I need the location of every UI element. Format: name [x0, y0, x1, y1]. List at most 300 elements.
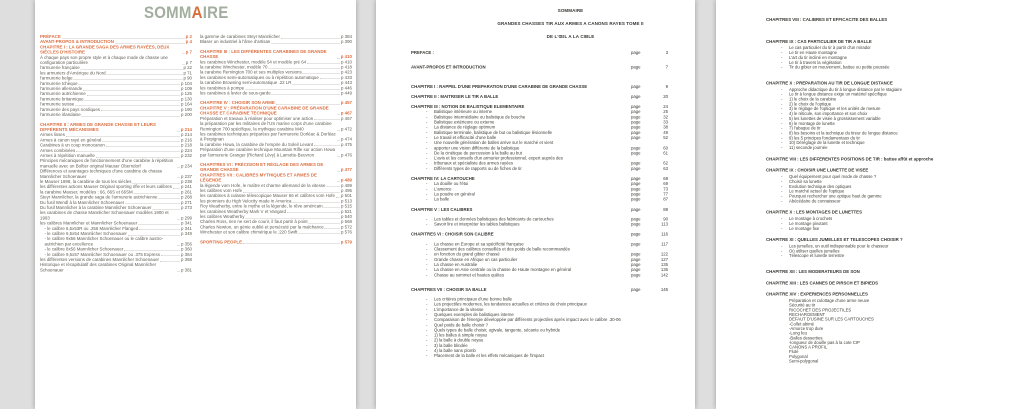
page-word: page: [631, 272, 641, 278]
toc-heading-label: CHAPITRE I : LA GRANDE SAGA DES ARMES RAYÉES, DEUX SIÈCLES D'HISTOIRE: [40, 44, 170, 55]
dotted-leader: [177, 245, 180, 246]
toc-item-row: [766, 226, 1024, 231]
page-number: p 22: [183, 65, 192, 71]
toc-item-row: [766, 199, 1024, 204]
toc-item-label: La distance de réglage optimum: [434, 124, 496, 130]
toc-item-label: 2) le choix de l'optique: [789, 101, 832, 107]
page-number: p 2: [185, 34, 192, 39]
toc-item-label: 8) les besoins et la technique du tireur de longue distance: [789, 130, 898, 136]
page-number: p 268: [180, 194, 192, 200]
dotted-leader: [115, 43, 185, 44]
toc-item-label: les pionniers du High Velocity made in America: [200, 198, 292, 204]
page-number: 135: [660, 261, 668, 267]
toc-item-label: La balle: [434, 196, 450, 202]
toc-heading-label: CHAPITRE III : LES DIFFÉRENTES CARABINES DE GRANDE CHASSE: [200, 48, 327, 60]
dotted-leader: [281, 37, 340, 38]
page-number: p 214: [180, 132, 192, 138]
toc-item-label: Le travail et efficacité d'une balle: [434, 134, 497, 140]
dotted-leader: [177, 271, 180, 272]
toc-item-label: les carabines de chasse Mannlicher Schoenauer modèles 1900 et 1903: [40, 210, 169, 221]
page-word: page: [631, 256, 641, 262]
toc-item-label: -Collet abimé: [789, 321, 815, 327]
toc-item-label: Carabines à un coup monocanon: [40, 142, 105, 148]
toc-item-label: 11) seconde journée: [789, 145, 828, 151]
page-number: 145: [660, 286, 668, 292]
toc-heading-label: CHAPITRES VI : PRÉCISION ET RÉGLAGE DES ARMES DE GRANDE CHASSE: [200, 161, 324, 173]
dotted-leader: [75, 105, 180, 106]
logo-text-before: SOMM: [144, 4, 192, 22]
toc-item-label: Chasse au sommet et hautes quêtes: [434, 272, 504, 278]
page-number: p 238: [180, 178, 192, 184]
vertical-spacer: [411, 277, 695, 282]
page-number: p 410: [340, 59, 352, 65]
toc-item-label: la carabine Remington 700 et ses multiples versions: [200, 69, 302, 75]
toc-item-label: Tir du gibier en mouvement, battue ou petite poussée: [789, 64, 890, 70]
toc-item-label: La chasse en Asie centrale ou la chasse de Haute montagne en général: [434, 267, 572, 273]
toc-item-row: [40, 112, 192, 117]
dotted-leader: [271, 43, 340, 44]
toc-heading-label: CHAPITRE IV : CHOISIR SON ARME: [200, 100, 275, 106]
page-word: page: [631, 119, 641, 125]
dotted-leader: [337, 114, 340, 115]
toc-item-label: 7) l'abaque de tir: [789, 125, 821, 131]
toc-item-label: la carabine Mauser, modèles : 66, 66S et 66SM: [40, 189, 133, 195]
dotted-leader: [326, 186, 340, 187]
toc-item-label: DEFAUT D'USINE SUR LES CARTOUCHES: [789, 316, 874, 322]
toc-item-label: Les tables et données balistiques des fabricants de cartouches: [434, 216, 554, 222]
page-number: 32: [663, 114, 668, 120]
page-number: p 90: [183, 75, 192, 81]
page-number: p 214: [180, 126, 192, 132]
page-word: page: [631, 241, 641, 247]
page-number: p 449: [340, 90, 352, 96]
page-number: 24: [663, 104, 668, 110]
dotted-leader: [177, 130, 180, 131]
vertical-spacer: [766, 70, 1024, 75]
chapter-row: [411, 232, 695, 237]
toc-item-label: Télescope et lunette terrestre: [789, 253, 845, 259]
chapter-row: [411, 65, 695, 70]
page-number: p 190: [180, 106, 192, 112]
logo-text-after: IRE: [202, 4, 229, 22]
dotted-leader: [102, 141, 180, 142]
toc-item-label: 6) le montage de lunette: [789, 120, 835, 126]
toc-heading-row: [200, 162, 352, 172]
dotted-leader: [314, 145, 340, 146]
page-word: page: [631, 286, 641, 292]
toc-item-label: De la cinétique de percussion à la balle au but: [434, 150, 522, 156]
page-number: p 349: [180, 231, 192, 237]
page-reference: [631, 50, 668, 55]
toc-item-label: Balistique terminale, balistique de but ou balistique lésionnelle: [434, 129, 553, 135]
page-word: page: [631, 150, 641, 156]
page-number: 62: [663, 160, 668, 166]
toc-item-label: 3) le réglage de l'optique et les unités de mesure: [789, 106, 881, 112]
dotted-leader: [298, 233, 340, 234]
page-word: page: [631, 196, 641, 202]
page-number: 116: [661, 231, 668, 237]
toc-item-label: Armes à canon rayé en général: [40, 137, 102, 143]
page-number: p 475: [340, 141, 352, 147]
toc-item-label: 1) les balles à simple noyau: [434, 332, 488, 338]
chapter-label: CHAPITRE XII : LES MODERATEURS DE SON: [766, 269, 860, 275]
toc-column-right: [200, 34, 352, 273]
toc-heading-row: [200, 239, 352, 244]
dotted-leader: [337, 181, 340, 182]
toc-item-label: 4) le réticule, son importance et son choix: [789, 111, 868, 117]
page-number: p 495: [340, 187, 352, 193]
toc-item-label: la carabine Browning semi-automatique .22 LR: [200, 80, 292, 86]
page-word: page: [631, 206, 641, 212]
chapter-label: CHAPITRE IX : CAS PARTICULIER DE TIR A BALLE: [766, 38, 872, 44]
dotted-leader: [82, 115, 180, 116]
page-reference: [631, 232, 668, 237]
page-number: 122: [660, 251, 668, 257]
toc-item-label: les calibres vom Hofe: [200, 187, 243, 193]
dotted-leader: [272, 94, 340, 95]
toc-item-label: Semi-polygonal: [789, 358, 819, 364]
page-number: p 237: [180, 173, 192, 179]
toc-item-label: Quel équipement pour quel mode de chasse ?: [789, 174, 877, 180]
toc-item-label: La douille ou l'étui: [434, 181, 469, 187]
dotted-leader: [337, 130, 340, 131]
toc-item-label: le Mauser 1898, la carabine de tous les siècles: [40, 178, 132, 184]
page-word: page: [631, 191, 641, 197]
dotted-leader: [79, 84, 180, 85]
toc-item-label: Quelques exemples de balistiques interne: [434, 311, 514, 317]
toc-item-label: les carabines à levier de sous-garde: [200, 90, 271, 96]
dotted-leader: [62, 37, 185, 38]
page-number: p 467: [340, 115, 352, 121]
page-number: 25: [663, 109, 668, 115]
toc-item-row: [40, 158, 192, 168]
toc-item-label: Steyr Mannlicher, la grande saga de l'armurerie autrichienne: [40, 194, 158, 200]
dotted-leader: [292, 202, 340, 203]
toc-item-label: les calibres Mannlicher et Mannlicher Schoenauer: [40, 220, 138, 226]
page-number: p 513: [340, 198, 352, 204]
chapter-label: PREFACE :: [411, 50, 434, 55]
page-reference: [631, 94, 668, 99]
toc-page-middle: [376, 0, 695, 409]
chapter-label: CHAPITRE XIV : EXPERIENCES PERSONNELLES: [766, 291, 868, 297]
dotted-leader: [128, 234, 180, 235]
toc-item-row: [200, 39, 352, 44]
toc-item-label: - le calibre 6,5x53R ou .256 Mannlicher Flanged: [44, 225, 139, 231]
toc-heading-label: PRÉFACE: [40, 34, 61, 39]
page-word: page: [631, 165, 641, 171]
vertical-spacer: [411, 55, 695, 60]
toc-item-label: Fluté: [789, 349, 799, 355]
page-number: p 467: [340, 110, 352, 116]
page-number: 49: [663, 129, 668, 135]
toc-item-label: Les projectiles modernes, les tendances actuelles et critères de choix principaux: [434, 301, 587, 307]
toc-item-label: Une nouvelle génération de balles arrive sur le marché et vient: [434, 140, 554, 146]
page-number: p 216: [180, 137, 192, 143]
toc-item-row: [200, 147, 352, 157]
toc-item-label: CANONS A PROFIL: [789, 344, 828, 350]
toc-item-label: 2) la balle à double noyau: [434, 337, 484, 343]
toc-item-label: Choisir sa lunette: [789, 178, 822, 184]
toc-item-label: Le tir à longue distance exige un matériel spécifique: [789, 91, 887, 97]
toc-item-label: Le montage à crochets: [789, 216, 833, 222]
dotted-leader: [337, 57, 340, 58]
toc-item-label: Du fusil Wendl à la Mannlicher Schoenauer: [40, 199, 125, 205]
page-word: page: [631, 216, 641, 222]
toc-item-label: Abécédaire du connaisseur: [789, 198, 841, 204]
toc-item-label: Quels types de balle choisir, ogivale, tangente, sécante ou hybride: [434, 327, 561, 333]
toc-heading-row: [200, 172, 352, 182]
page-number: p 423: [340, 69, 352, 75]
page-number: 7: [665, 64, 668, 70]
chapter-row: [766, 157, 1024, 162]
toc-item-label: Pourquoi rechercher une optique haut de gamme: [789, 193, 882, 199]
page-number: 142: [660, 272, 668, 278]
page-word: page: [631, 109, 641, 115]
toc-heading-row: [40, 122, 192, 132]
toc-item-label: l'armurerie irlandaise: [40, 112, 81, 118]
toc-item-label: Charles Newton, un génie oublié et persécuté par la malchance: [200, 224, 324, 230]
page-number: p 364: [180, 251, 192, 257]
chapter-row: [766, 18, 1024, 23]
dotted-leader: [177, 219, 180, 220]
chapter-label: CHAPITRE X : LES MONTAGES DE LUNETTES: [766, 209, 862, 215]
toc-heading-label: CHAPITRES VII : CALIBRES MYTHIQUES ET ARMES DE LÉGENDE: [200, 172, 317, 183]
toc-item-label: la carabine Winchester, modèle 70: [200, 64, 268, 70]
dotted-leader: [243, 191, 340, 192]
chapter-label: CHAPITRES VI : CHOISIR SON CALIBRE: [411, 231, 494, 237]
dotted-leader: [337, 140, 340, 141]
page-number: p 360: [180, 246, 192, 252]
toc-item-label: Différents types de rapports ou de fiches de tir: [434, 165, 522, 171]
toc-item-label: 9) les 5 principes fondamentaux du tir: [789, 135, 860, 141]
page-number: p 568: [340, 219, 352, 225]
page-word: page: [631, 124, 641, 130]
toc-heading-label: CHAPITRE V : PRÉPARATION D'UNE CARABINE DE GRANDE CHASSE ET CARABINE TECHNIQUE: [200, 105, 329, 116]
page-word: page: [631, 129, 641, 135]
dotted-leader: [276, 104, 340, 105]
toc-item-label: l'armurerie belge: [40, 75, 73, 81]
dotted-leader: [182, 53, 185, 54]
toc-item-label: les différentes actions Mauser Original sporting rifle et leurs calibres: [40, 184, 172, 190]
page-reference: [631, 65, 668, 70]
chapter-label: CHAPITRE X : PREPARATION AU TIR DE LONGUE DISTANCE: [766, 80, 893, 86]
logo-accent-letter: A: [191, 4, 203, 22]
page-word: page: [631, 134, 641, 140]
page-number: 90: [663, 216, 668, 222]
toc-item-label: 5) les lunettes de visée à grossissement variable: [789, 115, 881, 121]
page-number: p 489: [340, 182, 352, 188]
dotted-leader: [138, 224, 180, 225]
toc-item-label: -Amorce trop dure: [789, 325, 824, 331]
page-number: 68: [663, 176, 668, 182]
page-number: p 446: [340, 85, 352, 91]
toc-item-label: les calibres Weatherby: [200, 214, 245, 219]
chapter-label: CHAPITRES VIII : CALIBRES ET EFFICACITE DES BALLES: [766, 17, 888, 22]
dotted-leader: [287, 212, 340, 213]
toc-item-label: Charles Ross, rien ne sert de courir, il faut partir à point: [200, 219, 308, 225]
page-word: page: [631, 64, 641, 70]
chapter-row: [766, 281, 1024, 286]
toc-item-label: Winchester et son calibre chimérique le .220 Swift: [200, 229, 298, 235]
page-word: page: [631, 160, 641, 166]
toc-item-label: les carabines semi-automatiques ou à répétition automatique: [200, 74, 319, 80]
dotted-leader: [268, 68, 340, 69]
dotted-leader: [107, 74, 183, 75]
toc-item-label: tribunaux et spécialiste des armes rayées: [434, 160, 514, 166]
dotted-leader: [243, 243, 340, 244]
chapter-row: [766, 168, 1024, 173]
toc-item-row: [766, 146, 1024, 151]
dotted-leader: [307, 63, 340, 64]
toc-item-label: -Long feu: [789, 330, 807, 336]
dotted-leader: [106, 146, 180, 147]
toc-item-label: la carabine Howa, la carabine de l'empire du Soleil Levant: [200, 141, 314, 147]
dotted-leader: [320, 78, 340, 79]
toc-item-label: Différences et avantages techniques d'une carabine de chasse Mannlicher Schoenauer: [40, 168, 163, 179]
toc-item-label: Du fusil Mannlicher à la carabine Mannlicher Schoenauer: [40, 205, 152, 210]
page-number: 38: [663, 124, 668, 130]
toc-item-label: les différentes versions de carabines Mannlicher Schoenauer: [40, 257, 159, 263]
toc-item-label: Principes mécaniques de fonctionnement d'une carabine à répétition manuelle avec un Boîtier original Mauser Oberndorf: [40, 158, 174, 169]
dotted-leader: [96, 156, 180, 157]
toc-item-label: Préparation et travaux à réaliser pour optimiser une action: [200, 115, 314, 121]
dotted-leader: [85, 100, 180, 101]
toc-item-label: l'armurerie allemande: [40, 86, 83, 92]
page-reference: [631, 197, 668, 202]
page-number: p 515: [340, 203, 352, 209]
page-word: page: [631, 231, 641, 237]
toc-item-row: [200, 121, 352, 131]
toc-item-label: les carabines à pompe: [200, 85, 245, 91]
toc-columns: [40, 34, 356, 273]
page-number: 73: [663, 186, 668, 192]
toc-item-label: l'armurerie des pays nordiques: [40, 106, 101, 112]
page-number: p 572: [340, 224, 352, 230]
page-number: 60: [663, 145, 668, 151]
toc-item-label: La chasse en Europe et sa spécificité française: [434, 241, 524, 247]
page-word: page: [631, 261, 641, 267]
page-number: p 433: [340, 74, 352, 80]
dotted-leader: [66, 135, 180, 136]
dotted-leader: [158, 198, 180, 199]
page-word: page: [631, 251, 641, 257]
dotted-leader: [309, 223, 340, 224]
vertical-spacer: [766, 28, 1024, 33]
toc-item-label: Le cas particulier du tir à partir d'un mirador: [789, 45, 871, 51]
toc-item-label: Quel poids de balle choisir ?: [434, 322, 488, 328]
page-reference: [631, 166, 668, 171]
toc-item-label: l'armurerie tchèque: [40, 80, 78, 86]
dotted-leader: [152, 208, 180, 209]
page-number: 117: [661, 241, 668, 247]
page-word: page: [631, 267, 641, 273]
page-number: 77: [663, 191, 668, 197]
toc-item-label: Blaser un industriel à l'âme d'artisan: [200, 39, 271, 45]
toc-heading-label: SPORTING PEOPLE: [200, 239, 243, 245]
toc-heading-label: CHAPITRE II : ARMES DE GRANDE CHASSE ET LEURS DIFFÉRENTS MÉCANISMES: [40, 121, 156, 132]
chapter-label: CHAPITRE XIII : LES CANNES DE PIRSCH ET BIPIEDS: [766, 280, 878, 286]
toc-item-label: La chasse en Australie: [434, 261, 478, 267]
page-number: p 218: [180, 142, 192, 148]
page-number: p 457: [340, 100, 352, 106]
page-word: page: [631, 176, 641, 182]
chapter-label: CHAPITRE VIII : LES DIFFERENTES POSITIONS DE TIR : battue affût et approche: [766, 156, 934, 162]
page-number: p 234: [180, 163, 192, 169]
chapter-label: CHAPITRE V : LES CALIBRES: [411, 206, 473, 212]
toc-item-row: [766, 254, 1024, 259]
chapter-label: CHAPITRE XI : QUELLES JUMELLES ET TELESCOPES CHOISIR ?: [766, 237, 903, 243]
page-number: p 443: [340, 80, 352, 86]
page-number: 63: [663, 165, 668, 171]
dotted-leader: [173, 187, 180, 188]
toc-item-row: [40, 169, 192, 179]
toc-item-label: Le tir en Haute montagne: [789, 50, 837, 56]
page-word: page: [631, 50, 641, 55]
toc-item-row: [411, 197, 695, 202]
chapter-row: [766, 270, 1024, 275]
page-number: p 125: [180, 91, 192, 97]
middle-title-book: GRANDES CHASSES TIR AUX ARMES A CANONS RAYES TOME II: [497, 21, 644, 26]
toc-item-label: La poudre en général: [434, 191, 475, 197]
sommaire-logo: [144, 4, 356, 22]
toc-column-left: [40, 34, 192, 273]
chapter-row: [411, 50, 695, 55]
vertical-spacer: [766, 259, 1024, 264]
toc-item-label: Les critères principaux d'une bonne balle: [434, 296, 512, 302]
toc-item-label: À chaque pays son propre style et à chaque mode de chasse une configuration particulière: [40, 54, 168, 66]
toc-item-label: Armes lisses: [40, 132, 65, 138]
toc-item-row: [40, 262, 192, 272]
toc-heading-row: [200, 49, 352, 59]
dotted-leader: [245, 217, 340, 218]
page-number: p 579: [340, 239, 352, 245]
toc-item-label: Roy Weatherby, entre le mythe et la légende, le rêve américain: [200, 203, 323, 209]
chapter-label: CHAPITRE III : NOTION DE BALISTIQUE ELEMENTAIRE: [411, 104, 525, 110]
page-reference: [631, 287, 668, 292]
page-number: p 271: [180, 199, 192, 205]
page-number: 9: [665, 83, 668, 89]
page-number: p 384: [340, 34, 352, 39]
page-number: 61: [663, 150, 668, 156]
toc-item-label: les carabines Winchester, modèle 54 et modèle pré 64: [200, 59, 307, 65]
chapter-row: [411, 94, 695, 99]
dotted-leader: [177, 167, 180, 168]
dotted-leader: [303, 73, 340, 74]
toc-item-label: - le calibre 9,5x57 Mannlicher Schoenauer ou .375 Express: [44, 251, 160, 257]
dotted-leader: [161, 255, 180, 256]
toc-item-row: [200, 91, 352, 96]
toc-item-label: Polygonal: [789, 353, 808, 359]
page-number: 127: [660, 256, 668, 262]
toc-item-label: la légende vom Hofe, le maître et charme allemand de la vitesse: [200, 182, 326, 188]
page-number: p 71: [183, 70, 192, 76]
toc-item-label: Le montage fixe: [789, 225, 820, 231]
page-word: page: [631, 83, 641, 89]
dotted-leader: [76, 151, 180, 152]
chapter-label: CHAPITRES VII : CHOISIR SA BALLE: [411, 286, 487, 292]
toc-item-label: Où utiliser quelles jumelles: [789, 248, 840, 254]
toc-item-row: [411, 353, 695, 358]
toc-item-label: L'avis et les conseils d'un armurier professionnel, expert auprès des: [434, 155, 563, 161]
page-number: p 368: [180, 257, 192, 263]
page-number: p 540: [340, 214, 352, 219]
page-reference: [631, 84, 668, 89]
page-word: page: [631, 221, 641, 227]
page-number: p 4: [185, 39, 192, 45]
page-reference: [631, 207, 668, 212]
dotted-leader: [177, 177, 180, 178]
toc-item-label: la préparation par les militaires de l'US marine corps d'une carabine Remington 700 spécifique, la mythique carabine M40: [200, 121, 332, 132]
